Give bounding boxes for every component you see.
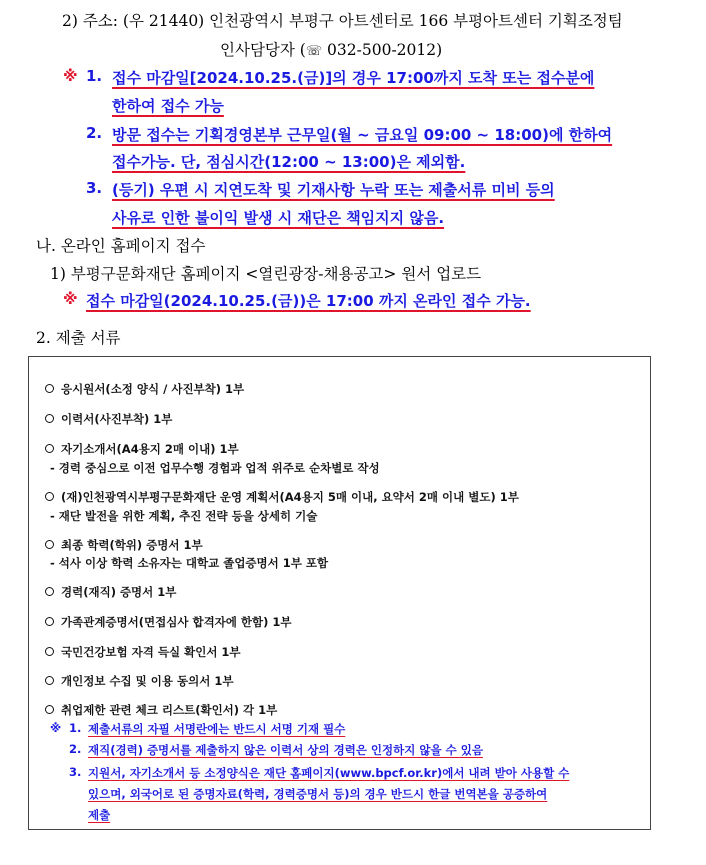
phone-icon: ☏ [305,44,323,59]
box-note-mark: ※ [50,721,62,735]
box-note-num-2: 2. [69,742,82,756]
document-item: 개인정보 수집 및 이용 동의서 1부 [45,673,233,689]
document-item: 국민건강보험 자격 득실 확인서 1부 [45,644,241,660]
notice-3-line-2: 사유로 인한 불이익 발생 시 재단은 책임지지 않음. [112,209,445,227]
notice-1-line-2: 한하여 접수 가능 [112,97,224,115]
box-note-3-line-2: 있으며, 외국어로 된 증명자료(학력, 경력증명서 등)의 경우 반드시 한글 번역본을 공증하여 [88,787,548,801]
circle-bullet-icon [45,587,54,596]
document-item: 이력서(사진부착) 1부 [45,411,172,427]
box-note-3-line-3: 제출 [88,808,111,822]
circle-bullet-icon [45,492,54,501]
document-item: 자기소개서(A4용지 2매 이내) 1부 [45,441,239,457]
notice-mark: ※ [63,67,78,85]
circle-bullet-icon [45,676,54,685]
document-item: 경력(재직) 증명서 1부 [45,584,176,600]
online-notice-mark: ※ [63,290,78,308]
document-subnote: - 재단 발전을 위한 계획, 추진 전략 등을 상세히 기술 [50,509,318,523]
box-note-num-3: 3. [69,765,82,779]
notice-2-line-1: 방문 접수는 기획경영본부 근무일(월 ~ 금요일 09:00 ~ 18:00)에 한하여 [112,126,613,144]
circle-bullet-icon [45,647,54,656]
phone-number: 032-500-2012) [322,41,443,59]
online-heading: 나. 온라인 홈페이지 접수 [36,237,206,255]
circle-bullet-icon [45,617,54,626]
online-notice: 접수 마감일(2024.10.25.(금))은 17:00 까지 온라인 접수 가능. [86,292,531,310]
address-line-1: 2) 주소: (우 21440) 인천광역시 부평구 아트센터로 166 부평아트센터 기획조정팀 [62,12,623,30]
circle-bullet-icon [45,444,54,453]
contact-label: 인사담당자 ( [220,41,306,59]
address-line-2 [220,38,442,60]
document-item: (재)인천광역시부평구문화재단 운영 계획서(A4용지 5매 이내, 요약서 2매 이내 별도) 1부 [45,489,519,505]
document-item: 응시원서(소정 양식 / 사진부착) 1부 [45,381,244,397]
circle-bullet-icon [45,540,54,549]
section-2-heading: 2. 제출 서류 [36,329,121,347]
box-note-2: 재직(경력) 증명서를 제출하지 않은 이력서 상의 경력은 인정하지 않을 수 있음 [88,743,483,757]
document-item: 취업제한 관련 체크 리스트(확인서) 각 1부 [45,702,277,718]
notice-num-3: 3. [86,179,103,197]
notice-1-line-1: 접수 마감일[2024.10.25.(금)]의 경우 17:00까지 도착 또는 접수분에 [112,69,595,87]
box-note-1: 제출서류의 자필 서명란에는 반드시 서명 기재 필수 [88,722,346,736]
box-note-3-line-1: 지원서, 자기소개서 등 소정양식은 재단 홈페이지(www.bpcf.or.kr)에서 내려 받아 사용할 수 [88,766,570,780]
circle-bullet-icon [45,384,54,393]
notice-num-2: 2. [86,124,103,142]
circle-bullet-icon [45,705,54,714]
document-item: 최종 학력(학위) 증명서 1부 [45,537,203,553]
notice-num-1: 1. [86,67,103,85]
circle-bullet-icon [45,414,54,423]
notice-3-line-1: (등기) 우편 시 지연도착 및 기재사항 누락 또는 제출서류 미비 등의 [112,181,555,199]
document-item: 가족관계증명서(면접심사 합격자에 한함) 1부 [45,614,291,630]
online-item-1: 1) 부평구문화재단 홈페이지 <열린광장-채용공고> 원서 업로드 [50,265,482,283]
document-subnote: - 석사 이상 학력 소유자는 대학교 졸업증명서 1부 포함 [50,556,329,570]
box-note-num-1: 1. [69,721,82,735]
document-subnote: - 경력 중심으로 이전 업무수행 경험과 업적 위주로 순차별로 작성 [50,461,380,475]
notice-2-line-2: 접수가능. 단, 점심시간(12:00 ~ 13:00)은 제외함. [112,153,466,171]
